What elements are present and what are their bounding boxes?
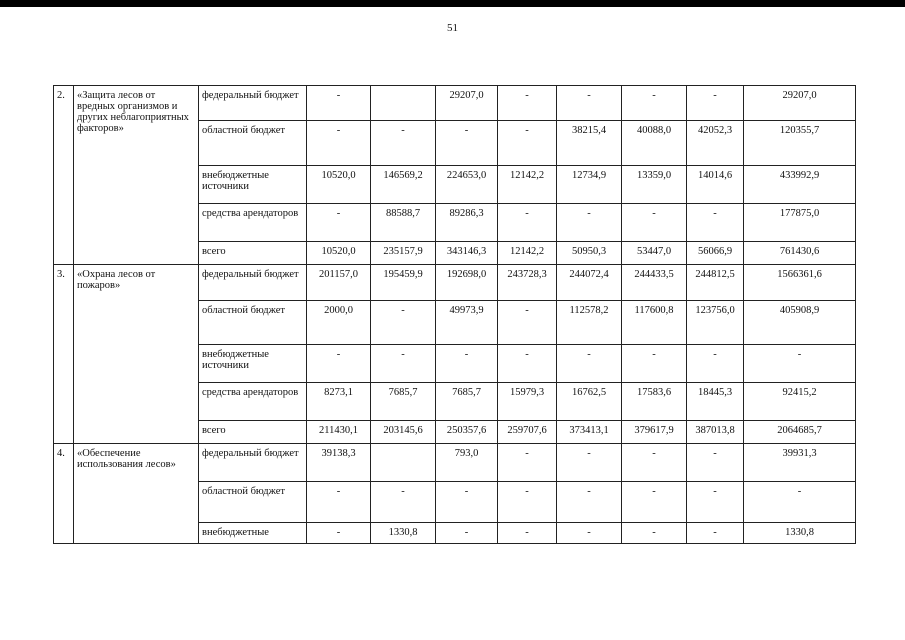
value-cell: - bbox=[687, 86, 744, 121]
value-cell: - bbox=[371, 301, 436, 345]
funding-source: внебюджетные источники bbox=[199, 166, 307, 204]
total-cell: 1566361,6 bbox=[744, 265, 856, 301]
value-cell: - bbox=[307, 345, 371, 383]
value-cell: 112578,2 bbox=[557, 301, 622, 345]
value-cell: - bbox=[687, 523, 744, 544]
value-cell: - bbox=[557, 345, 622, 383]
value-cell bbox=[371, 444, 436, 482]
funding-source: средства арендаторов bbox=[199, 204, 307, 242]
value-cell: - bbox=[436, 523, 498, 544]
total-cell: 1330,8 bbox=[744, 523, 856, 544]
funding-source: внебюджетные источники bbox=[199, 345, 307, 383]
funding-source: областной бюджет bbox=[199, 301, 307, 345]
value-cell: - bbox=[622, 482, 687, 523]
value-cell: - bbox=[622, 444, 687, 482]
value-cell: - bbox=[557, 204, 622, 242]
value-cell: - bbox=[557, 523, 622, 544]
value-cell: 40088,0 bbox=[622, 121, 687, 166]
value-cell: 17583,6 bbox=[622, 383, 687, 421]
value-cell: 49973,9 bbox=[436, 301, 498, 345]
total-cell: 29207,0 bbox=[744, 86, 856, 121]
section-name: «Охрана лесов от пожаров» bbox=[74, 265, 199, 444]
funding-source: средства арендаторов bbox=[199, 383, 307, 421]
value-cell: - bbox=[371, 482, 436, 523]
page-top-border bbox=[0, 0, 905, 7]
value-cell: 195459,9 bbox=[371, 265, 436, 301]
value-cell: 117600,8 bbox=[622, 301, 687, 345]
value-cell: 373413,1 bbox=[557, 421, 622, 444]
value-cell: - bbox=[498, 444, 557, 482]
total-cell: 120355,7 bbox=[744, 121, 856, 166]
value-cell: 53447,0 bbox=[622, 242, 687, 265]
value-cell: - bbox=[557, 444, 622, 482]
value-cell: 250357,6 bbox=[436, 421, 498, 444]
value-cell: - bbox=[687, 444, 744, 482]
value-cell: 14014,6 bbox=[687, 166, 744, 204]
value-cell: - bbox=[498, 301, 557, 345]
value-cell: 50950,3 bbox=[557, 242, 622, 265]
funding-source: областной бюджет bbox=[199, 121, 307, 166]
value-cell: - bbox=[498, 204, 557, 242]
value-cell: 12734,9 bbox=[557, 166, 622, 204]
table-row bbox=[54, 86, 856, 121]
value-cell: 13359,0 bbox=[622, 166, 687, 204]
section-index: 3. bbox=[54, 265, 74, 444]
value-cell: 18445,3 bbox=[687, 383, 744, 421]
total-cell: 92415,2 bbox=[744, 383, 856, 421]
total-cell: 761430,6 bbox=[744, 242, 856, 265]
value-cell: - bbox=[498, 482, 557, 523]
value-cell: - bbox=[307, 523, 371, 544]
value-cell: - bbox=[436, 345, 498, 383]
section-index: 2. bbox=[54, 86, 74, 265]
value-cell: - bbox=[622, 86, 687, 121]
funding-source: федеральный бюджет bbox=[199, 265, 307, 301]
value-cell: 8273,1 bbox=[307, 383, 371, 421]
value-cell: 244072,4 bbox=[557, 265, 622, 301]
section-name: «Обеспечение использования лесов» bbox=[74, 444, 199, 544]
total-cell: 2064685,7 bbox=[744, 421, 856, 444]
value-cell: - bbox=[687, 345, 744, 383]
table-row bbox=[54, 444, 856, 482]
value-cell: 343146,3 bbox=[436, 242, 498, 265]
value-cell: - bbox=[687, 482, 744, 523]
page-number: 51 bbox=[447, 22, 458, 34]
table-row bbox=[54, 265, 856, 301]
value-cell: - bbox=[371, 121, 436, 166]
value-cell: - bbox=[622, 523, 687, 544]
total-cell: 177875,0 bbox=[744, 204, 856, 242]
value-cell: 89286,3 bbox=[436, 204, 498, 242]
value-cell: - bbox=[622, 204, 687, 242]
value-cell: 12142,2 bbox=[498, 242, 557, 265]
value-cell: - bbox=[687, 204, 744, 242]
value-cell: 192698,0 bbox=[436, 265, 498, 301]
value-cell: - bbox=[557, 482, 622, 523]
value-cell: 38215,4 bbox=[557, 121, 622, 166]
value-cell: 7685,7 bbox=[371, 383, 436, 421]
section-name: «Защита лесов от вредных организмов и других неблагоприятных факторов» bbox=[74, 86, 199, 265]
value-cell: - bbox=[307, 204, 371, 242]
funding-source: всего bbox=[199, 421, 307, 444]
value-cell: - bbox=[436, 121, 498, 166]
value-cell: - bbox=[498, 523, 557, 544]
value-cell: 211430,1 bbox=[307, 421, 371, 444]
value-cell: - bbox=[307, 482, 371, 523]
value-cell: - bbox=[498, 345, 557, 383]
total-cell: - bbox=[744, 345, 856, 383]
value-cell: 387013,8 bbox=[687, 421, 744, 444]
value-cell: 10520,0 bbox=[307, 242, 371, 265]
funding-source: федеральный бюджет bbox=[199, 86, 307, 121]
value-cell: - bbox=[307, 86, 371, 121]
value-cell: - bbox=[436, 482, 498, 523]
value-cell: 15979,3 bbox=[498, 383, 557, 421]
value-cell: - bbox=[371, 345, 436, 383]
funding-source: областной бюджет bbox=[199, 482, 307, 523]
value-cell: - bbox=[307, 121, 371, 166]
value-cell: 29207,0 bbox=[436, 86, 498, 121]
value-cell: 42052,3 bbox=[687, 121, 744, 166]
total-cell: 39931,3 bbox=[744, 444, 856, 482]
value-cell: 7685,7 bbox=[436, 383, 498, 421]
value-cell: 244812,5 bbox=[687, 265, 744, 301]
value-cell: 146569,2 bbox=[371, 166, 436, 204]
value-cell: 12142,2 bbox=[498, 166, 557, 204]
value-cell: 201157,0 bbox=[307, 265, 371, 301]
value-cell: 123756,0 bbox=[687, 301, 744, 345]
value-cell: - bbox=[498, 121, 557, 166]
value-cell: 235157,9 bbox=[371, 242, 436, 265]
section-index: 4. bbox=[54, 444, 74, 544]
value-cell: 16762,5 bbox=[557, 383, 622, 421]
total-cell: 433992,9 bbox=[744, 166, 856, 204]
value-cell: - bbox=[498, 86, 557, 121]
value-cell: 793,0 bbox=[436, 444, 498, 482]
value-cell: 379617,9 bbox=[622, 421, 687, 444]
value-cell: 39138,3 bbox=[307, 444, 371, 482]
total-cell: - bbox=[744, 482, 856, 523]
total-cell: 405908,9 bbox=[744, 301, 856, 345]
value-cell: 56066,9 bbox=[687, 242, 744, 265]
value-cell: 10520,0 bbox=[307, 166, 371, 204]
value-cell: 203145,6 bbox=[371, 421, 436, 444]
value-cell: 244433,5 bbox=[622, 265, 687, 301]
value-cell: - bbox=[557, 86, 622, 121]
value-cell: 1330,8 bbox=[371, 523, 436, 544]
value-cell bbox=[371, 86, 436, 121]
budget-table bbox=[53, 85, 856, 544]
funding-source: внебюджетные bbox=[199, 523, 307, 544]
value-cell: 243728,3 bbox=[498, 265, 557, 301]
value-cell: 259707,6 bbox=[498, 421, 557, 444]
value-cell: 224653,0 bbox=[436, 166, 498, 204]
value-cell: 2000,0 bbox=[307, 301, 371, 345]
value-cell: - bbox=[622, 345, 687, 383]
funding-source: федеральный бюджет bbox=[199, 444, 307, 482]
value-cell: 88588,7 bbox=[371, 204, 436, 242]
funding-source: всего bbox=[199, 242, 307, 265]
